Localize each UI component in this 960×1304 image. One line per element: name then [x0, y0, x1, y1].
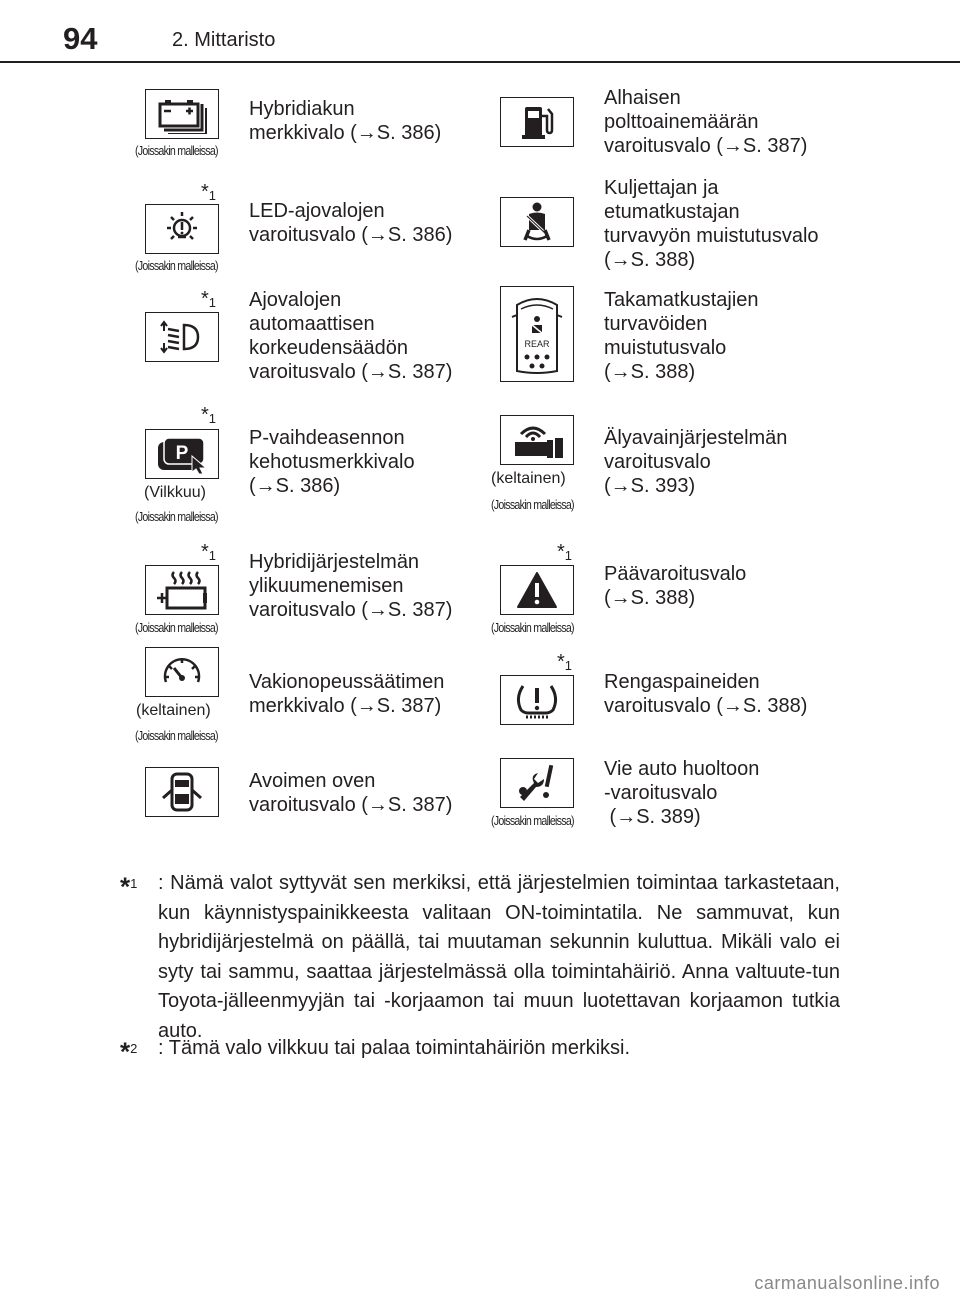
indicator-description: Avoimen oven varoitusvalo (→S. 387)	[249, 770, 453, 816]
some-models-note: (Joissakin malleissa)	[135, 509, 218, 524]
footnote-marker: $*_1$	[201, 288, 217, 310]
some-models-note: (Joissakin malleissa)	[135, 620, 218, 635]
footnote-mark: *$^1$	[120, 871, 138, 902]
indicator-description: Hybridiakun merkkivalo (→S. 386)	[249, 98, 442, 144]
indicator-description: Takamatkustajien turvavöiden muistutusvalo (→S. 388)	[604, 289, 759, 383]
some-models-note: (Joissakin malleissa)	[135, 143, 218, 158]
led-headlight-warning-icon	[145, 204, 219, 254]
seatbelt-icon	[500, 197, 574, 247]
auto-leveling-headlight-icon	[145, 312, 219, 362]
rear-seatbelt-icon	[500, 286, 574, 382]
maintenance-required-icon	[500, 758, 574, 808]
open-door-icon	[145, 767, 219, 817]
cruise-control-icon	[145, 647, 219, 697]
footnote-marker: $*_1$	[557, 651, 573, 673]
park-position-icon	[145, 429, 219, 479]
svg-text:REAR: REAR	[524, 339, 550, 349]
watermark: carmanualsonline.info	[754, 1273, 940, 1293]
master-warning-icon	[500, 565, 574, 615]
chapter-title: 2. Mittaristo	[172, 29, 276, 51]
svg-text:P: P	[175, 443, 189, 464]
indicator-description: Älyavainjärjestelmän varoitusvalo (→S. 393)	[604, 427, 788, 497]
footnote-marker: $*_1$	[201, 404, 217, 426]
footnote-2	[120, 1034, 840, 1067]
indicator-description: Päävaroitusvalo (→S. 388)	[604, 563, 747, 609]
indicator-description: Alhaisen polttoainemäärän varoitusvalo (→S. 387)	[604, 87, 808, 157]
page-header	[0, 0, 960, 64]
some-models-note: (Joissakin malleissa)	[491, 813, 574, 828]
indicator-description: Ajovalojen automaattisen korkeudensäädön varoitusvalo (→S. 387)	[249, 289, 453, 383]
indicator-description: P-vaihdeasennon kehotusmerkkivalo (→S. 386)	[249, 427, 415, 497]
indicator-description: Hybridijärjestelmän ylikuumenemisen varoitusvalo (→S. 387)	[249, 551, 453, 621]
hybrid-battery-icon	[145, 89, 219, 139]
indicator-description: Vie auto huoltoon -varoitusvalo (→S. 389)	[604, 758, 760, 828]
footnote-marker: $*_1$	[557, 541, 573, 563]
hybrid-overheat-icon	[145, 565, 219, 615]
some-models-note: (Joissakin malleissa)	[491, 620, 574, 635]
smart-key-icon	[500, 415, 574, 465]
fuel-pump-icon	[500, 97, 574, 147]
indicator-description: Kuljettajan ja etumatkustajan turvavyön muistutusvalo (→S. 388)	[604, 177, 819, 271]
footnote-mark: *$^2$	[120, 1036, 138, 1067]
indicator-description: Rengaspaineiden varoitusvalo (→S. 388)	[604, 671, 808, 717]
yellow-note: (keltainen)	[491, 470, 566, 487]
footnote-marker: $*_1$	[201, 541, 217, 563]
indicator-description: LED-ajovalojen varoitusvalo (→S. 386)	[249, 200, 453, 246]
yellow-note: (keltainen)	[136, 702, 211, 719]
some-models-note: (Joissakin malleissa)	[491, 497, 574, 512]
header-rule	[0, 61, 960, 63]
some-models-note: (Joissakin malleissa)	[135, 728, 218, 743]
page-number: 94	[63, 21, 98, 56]
footnote-text: : Tämä valo vilkkuu tai palaa toimintahäiriön merkiksi.	[158, 1037, 631, 1059]
footnote-text: : Nämä valot syttyvät sen merkiksi, että järjestelmien toimintaa tarkastetaan, kun käynnistyspainikkeesta valitaan ON-toimintatila. Ne sammuvat, kun hybridijärjestelmä on päällä, tai muutaman sekunnin kuluttua. Mikäli valo ei syty tai sammu, saattaa järjestelmässä olla toimintahäiriö. Anna valtuute-tun Toyota-jälleenmyyjän tai -korjaamon tai muun luotettavan korjaamon tutkia auto.	[158, 872, 840, 1042]
indicator-description: Vakionopeussäätimen merkkivalo (→S. 387)	[249, 671, 445, 717]
blinking-note: (Vilkkuu)	[144, 484, 206, 501]
some-models-note: (Joissakin malleissa)	[135, 258, 218, 273]
footnote-1	[120, 869, 840, 1046]
footnote-marker: $*_1$	[201, 181, 217, 203]
tire-pressure-icon	[500, 675, 574, 725]
